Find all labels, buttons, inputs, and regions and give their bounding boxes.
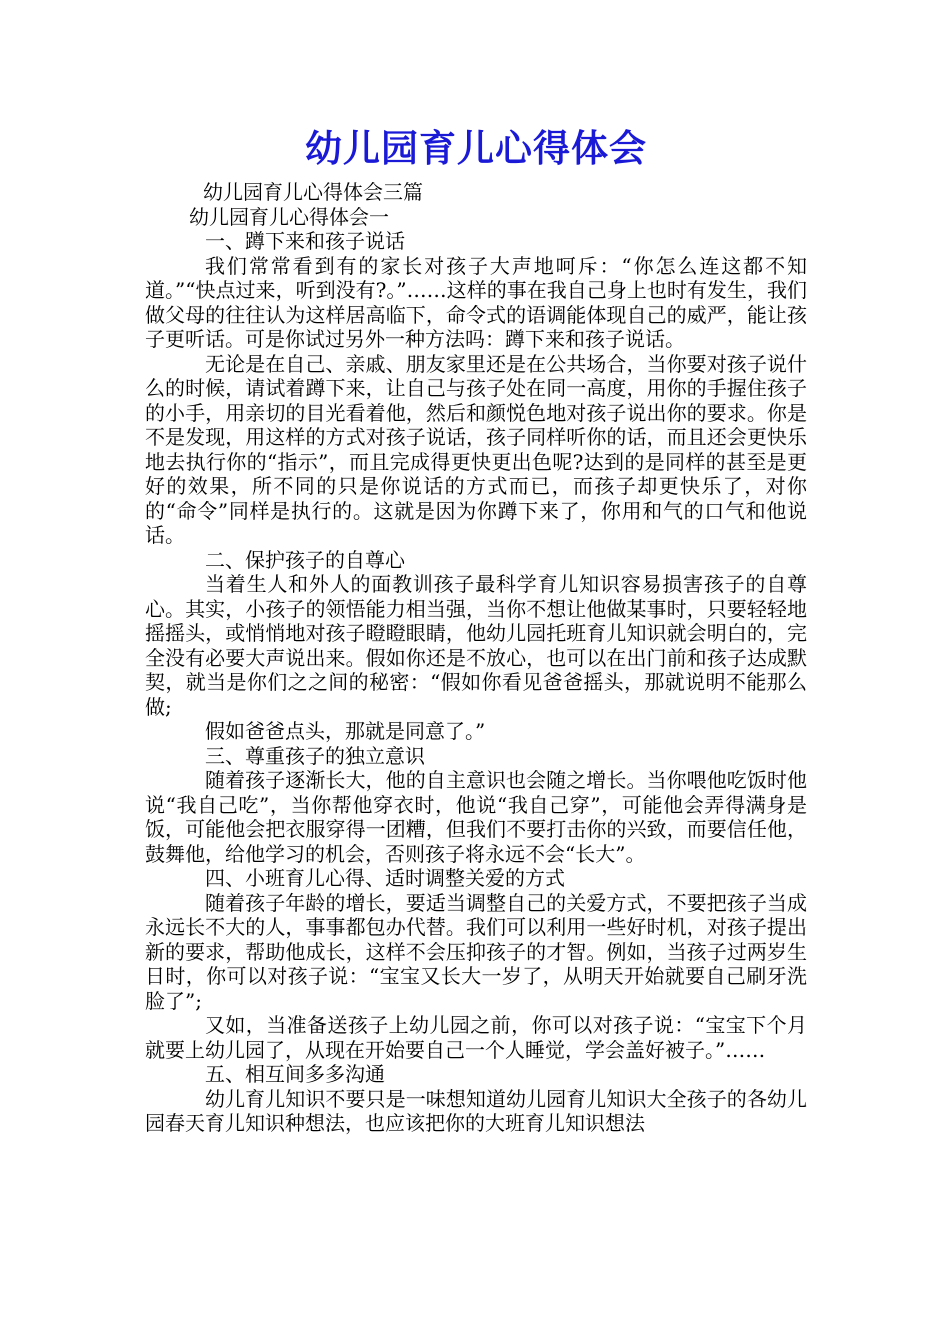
section-heading-4: 四、小班育儿心得、适时调整关爱的方式 xyxy=(205,866,565,890)
paragraph-4: 假如爸爸点头，那就是同意了。” xyxy=(205,719,486,743)
paragraph-1: 我们常常看到有的家长对孩子大声地呵斥：“你怎么连这都不知道。”“快点过来，听到没有?。”……这样的事在我自己身上也时有发生，我们做父母的往往认为这样居高临下，命令式的语调能体现自己的威严，能让孩子更听话。可是你试过另外一种方法吗：蹲下来和孩子说话。 xyxy=(145,253,807,351)
paragraph-6: 随着孩子年龄的增长，要适当调整自己的关爱方式，不要把孩子当成永远长不大的人，事事都包办代替。我们可以利用一些好时机，对孩子提出新的要求，帮助他成长，这样不会压抑孩子的才智。例如，当孩子过两岁生日时，你可以对孩子说：“宝宝又长大一岁了，从明天开始就要自己刷牙洗脸了”; xyxy=(145,890,807,1013)
document-page xyxy=(145,118,807,1136)
paragraph-5: 随着孩子逐渐长大，他的自主意识也会随之增长。当你喂他吃饭时他说“我自己吃”，当你帮他穿衣时，他说“我自己穿”，可能他会弄得满身是饭，可能他会把衣服穿得一团糟，但我们不要打击你的兴致，而要信任他，鼓舞他，给他学习的机会，否则孩子将永远不会“长大”。 xyxy=(145,768,807,866)
paragraph-7: 又如，当准备送孩子上幼儿园之前，你可以对孩子说：“宝宝下个月就要上幼儿园了，从现在开始要自己一个人睡觉，学会盖好被子。”…… xyxy=(145,1013,807,1062)
paragraph-3: 当着生人和外人的面教训孩子最科学育儿知识容易损害孩子的自尊心。其实，小孩子的领悟能力相当强，当你不想让他做某事时，只要轻轻地摇摇头，或悄悄地对孩子瞪瞪眼睛，他幼儿园托班育儿知识就会明白的，完全没有必要大声说出来。假如你还是不放心，也可以在出门前和孩子达成默契，就当是你们之之间的秘密：“假如你看见爸爸摇头，那就说明不能那么做; xyxy=(145,572,807,719)
section-heading-2: 二、保护孩子的自尊心 xyxy=(205,547,405,572)
section-heading-5: 五、相互间多多沟通 xyxy=(205,1062,385,1086)
section-heading-3: 三、尊重孩子的独立意识 xyxy=(205,743,425,768)
paragraph-2: 无论是在自己、亲戚、朋友家里还是在公共场合，当你要对孩子说什么的时候，请试着蹲下来，让自己与孩子处在同一高度，用你的手握住孩子的小手，用亲切的目光看着他，然后和颜悦色地对孩子说出你的要求。你是不是发现，用这样的方式对孩子说话，孩子同样听你的话，而且还会更快乐地去执行你的“指示”，而且完成得更快更出色呢?达到的是同样的甚至是更好的效果，所不同的只是你说话的方式而已，而孩子却更快乐了，对你的“命令”同样是执行的。这就是因为你蹲下来了，你用和气的口气和他说话。 xyxy=(145,351,807,547)
document-title: 幼儿园育儿心得体会 xyxy=(305,127,647,170)
subtitle-collection: 幼儿园育儿心得体会三篇 xyxy=(203,180,423,204)
section-heading-1: 一、蹲下来和孩子说话 xyxy=(205,229,405,253)
paragraph-8: 幼儿育儿知识不要只是一味想知道幼儿园育儿知识大全孩子的各幼儿园春天育儿知识种想法，也应该把你的大班育儿知识想法 xyxy=(145,1086,807,1135)
subtitle-part-one: 幼儿园育儿心得体会一 xyxy=(189,204,389,229)
